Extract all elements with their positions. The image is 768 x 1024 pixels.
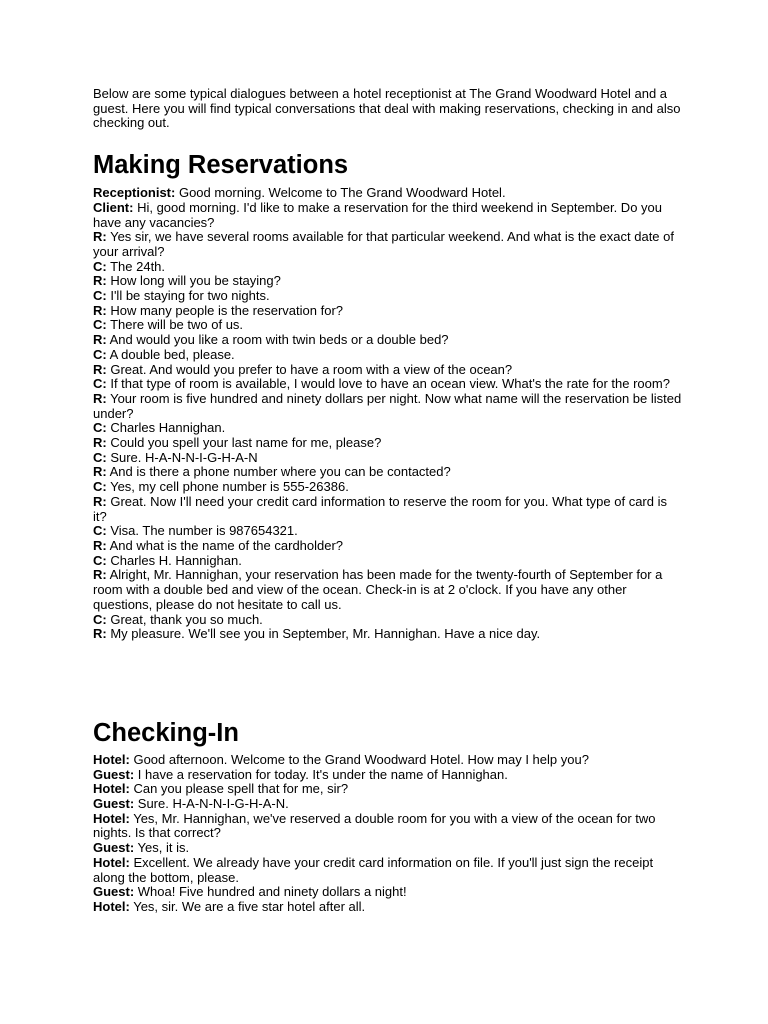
dialogue-line	[93, 201, 683, 230]
line-text: Good morning. Welcome to The Grand Woodward Hotel.	[175, 185, 506, 201]
dialogue-line	[93, 318, 683, 333]
dialogue-line	[93, 753, 683, 768]
line-text: Hi, good morning. I'd like to make a reservation for the third weekend in September. Do you have any vacancies?	[93, 199, 662, 230]
speaker-label: C:	[93, 317, 107, 333]
line-text: Sure. H-A-N-N-I-G-H-A-N.	[134, 796, 289, 812]
line-text: There will be two of us.	[106, 317, 244, 333]
line-text: Sure. H-A-N-N-I-G-H-A-N	[106, 449, 258, 465]
line-text: Whoa! Five hundred and ninety dollars a night!	[134, 884, 407, 900]
speaker-label: C:	[93, 552, 107, 568]
line-text: Yes, sir. We are a five star hotel after all.	[129, 898, 366, 914]
line-text: How long will you be staying?	[106, 273, 281, 289]
dialogue-line	[93, 451, 683, 466]
line-text: Great, thank you so much.	[106, 611, 263, 627]
dialogue-line	[93, 289, 683, 304]
speaker-label: R:	[93, 626, 107, 642]
line-text: And is there a phone number where you can be contacted?	[106, 464, 451, 480]
dialogue-line	[93, 768, 683, 783]
speaker-label: R:	[93, 229, 107, 245]
speaker-label: R:	[93, 332, 107, 348]
dialogue-line	[93, 348, 683, 363]
speaker-label: C:	[93, 420, 107, 436]
section-heading-checking-in: Checking-In	[93, 718, 239, 747]
dialogue-line	[93, 495, 683, 524]
speaker-label: Hotel:	[93, 898, 130, 914]
line-text: I'll be staying for two nights.	[106, 288, 270, 304]
dialogue-line	[93, 392, 683, 421]
line-text: The 24th.	[106, 258, 166, 274]
speaker-label: C:	[93, 376, 107, 392]
speaker-label: C:	[93, 523, 107, 539]
line-text: Can you please spell that for me, sir?	[129, 781, 349, 797]
line-text: Charles Hannighan.	[106, 420, 226, 436]
line-text: I have a reservation for today. It's under the name of Hannighan.	[134, 766, 508, 782]
speaker-label: R:	[93, 390, 107, 406]
speaker-label: R:	[93, 435, 107, 451]
speaker-label: C:	[93, 288, 107, 304]
intro-paragraph: Below are some typical dialogues between a hotel receptionist at The Grand Woodward Hotel and a guest. Here you will find typical conversations that deal with making reservations, checking in and also checking out.	[93, 86, 681, 131]
section-heading-making-reservations: Making Reservations	[93, 151, 349, 180]
line-text: Yes, Mr. Hannighan, we've reserved a double room for you with a view of the ocean for two nights. Is that correct?	[93, 810, 656, 841]
line-text: Great. Now I'll need your credit card information to reserve the room for you. What type of card is it?	[93, 493, 667, 524]
dialogue-line	[93, 186, 683, 201]
dialogue-line	[93, 524, 683, 539]
line-text: If that type of room is available, I would love to have an ocean view. What's the rate for the room?	[106, 376, 670, 392]
dialogue-line	[93, 377, 683, 392]
line-text: Yes, it is.	[134, 840, 190, 856]
speaker-label: C:	[93, 611, 107, 627]
line-text: Good afternoon. Welcome to the Grand Woodward Hotel. How may I help you?	[129, 751, 589, 767]
speaker-label: Hotel:	[93, 751, 130, 767]
speaker-label: C:	[93, 479, 107, 495]
speaker-label: Guest:	[93, 884, 135, 900]
speaker-label: R:	[93, 273, 107, 289]
line-text: A double bed, please.	[106, 346, 235, 362]
speaker-label: Guest:	[93, 766, 135, 782]
speaker-label: Hotel:	[93, 854, 130, 870]
speaker-label: R:	[93, 464, 107, 480]
dialogue-line	[93, 421, 683, 436]
line-text: Yes sir, we have several rooms available for that particular weekend. And what is the exact date of your arrival?	[93, 229, 674, 259]
dialogue-line	[93, 627, 683, 642]
section-spacer	[93, 642, 683, 718]
line-text: Alright, Mr. Hannighan, your reservation has been made for the twenty-fourth of September for a room with a double bed and view of the ocean. Check-in is at 2 o'clock. If you have any other questions, please do not hesitate to call us.	[93, 567, 663, 612]
line-text: Great. And would you prefer to have a room with a view of the ocean?	[106, 361, 513, 377]
dialogue-line	[93, 304, 683, 319]
line-text: Your room is five hundred and ninety dollars per night. Now what name will the reservation be listed under?	[93, 390, 682, 421]
speaker-label: R:	[93, 361, 107, 377]
dialogue-line	[93, 260, 683, 275]
dialogue-line	[93, 782, 683, 797]
dialogue-line	[93, 885, 683, 900]
speaker-label: R:	[93, 567, 107, 583]
dialogue-line	[93, 613, 683, 628]
dialogue-line	[93, 539, 683, 554]
dialogue-checking-in	[93, 753, 683, 915]
dialogue-line	[93, 274, 683, 289]
dialogue-line	[93, 568, 683, 612]
speaker-label: C:	[93, 258, 107, 274]
speaker-label: Receptionist:	[93, 185, 176, 201]
speaker-label: C:	[93, 346, 107, 362]
dialogue-line	[93, 480, 683, 495]
line-text: My pleasure. We'll see you in September, Mr. Hannighan. Have a nice day.	[106, 626, 541, 642]
speaker-label: Guest:	[93, 840, 135, 856]
speaker-label: R:	[93, 493, 107, 509]
speaker-label: Hotel:	[93, 781, 130, 797]
speaker-label: R:	[93, 302, 107, 318]
line-text: And what is the name of the cardholder?	[106, 537, 344, 553]
dialogue-line	[93, 900, 683, 915]
dialogue-line	[93, 554, 683, 569]
speaker-label: Hotel:	[93, 810, 130, 826]
line-text: Excellent. We already have your credit card information on file. If you'll just sign the receipt along the bottom, please.	[93, 854, 654, 885]
document-page	[93, 87, 683, 915]
line-text: How many people is the reservation for?	[106, 302, 344, 318]
dialogue-making-reservations	[93, 186, 683, 642]
line-text: And would you like a room with twin beds or a double bed?	[106, 332, 449, 348]
dialogue-line	[93, 230, 683, 259]
line-text: Yes, my cell phone number is 555-26386.	[106, 479, 349, 495]
dialogue-line	[93, 812, 683, 841]
dialogue-line	[93, 797, 683, 812]
speaker-label: C:	[93, 449, 107, 465]
dialogue-line	[93, 436, 683, 451]
line-text: Could you spell your last name for me, please?	[106, 435, 382, 451]
dialogue-line	[93, 841, 683, 856]
line-text: Visa. The number is 987654321.	[106, 523, 298, 539]
dialogue-line	[93, 333, 683, 348]
dialogue-line	[93, 363, 683, 378]
speaker-label: Client:	[93, 199, 134, 215]
speaker-label: Guest:	[93, 796, 135, 812]
line-text: Charles H. Hannighan.	[106, 552, 242, 568]
dialogue-line	[93, 465, 683, 480]
speaker-label: R:	[93, 537, 107, 553]
dialogue-line	[93, 856, 683, 885]
